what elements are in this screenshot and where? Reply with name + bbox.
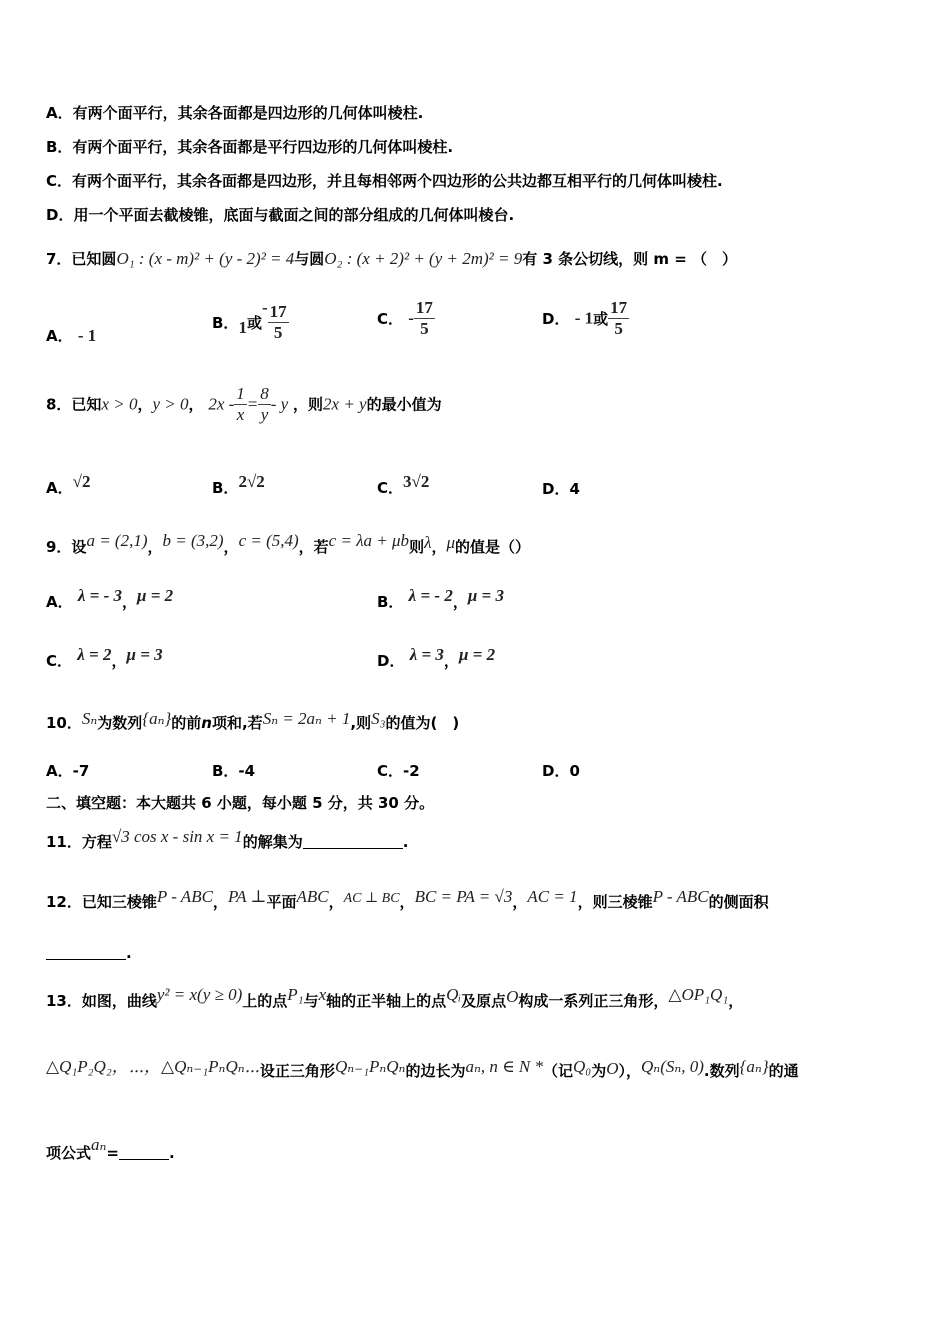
q10-option-b: B．-4: [212, 762, 256, 780]
q6-option-b: B．有两个面平行，其余各面都是平行四边形的几何体叫棱柱.: [46, 138, 454, 156]
q13-answer-blank[interactable]: [119, 1145, 169, 1160]
q7-circle1: O₁ : (x - m)² + (y - 2)² = 4: [116, 249, 295, 268]
q11-stem: 11．方程√3 cos x - sin x = 1的解集为 .: [46, 827, 409, 851]
section-heading-fill-in: 二、填空题：本大题共 6 小题，每小题 5 分，共 30 分。: [46, 794, 435, 812]
q12-answer-blank[interactable]: [46, 945, 126, 960]
q8-option-d: D．4: [542, 480, 580, 498]
q9-vector-c: c = (5,4): [238, 531, 299, 550]
q11-equation: √3 cos x - sin x = 1: [111, 827, 243, 846]
q8-expression: 2x + y: [323, 394, 367, 414]
q11-answer-blank[interactable]: [303, 834, 403, 849]
q9-number: 9．设: [46, 538, 87, 556]
q8-option-c: C．3√2: [377, 472, 430, 497]
q12-answer-line: .: [46, 942, 132, 964]
q6-option-a: A．有两个面平行，其余各面都是四边形的几何体叫棱柱.: [46, 104, 424, 122]
q8-equation: 2x - $\frac{1}{x}$ = $\frac{8}{y}$ - y: [208, 384, 289, 424]
q13-stem-line3: 项公式aₙ= .: [46, 1135, 175, 1162]
q7-circle2: O₂ : (x + 2)² + (y + 2m)² = 9: [324, 249, 523, 268]
q7-tail: 有 3 条公切线，则 m = （ ）: [522, 250, 737, 268]
q8-cond-x: x > 0: [101, 394, 138, 414]
q13-stem-line1: 13．如图，曲线y² = x(y ≥ 0)上的点P₁与x轴的正半轴上的点Qᵢ及原点O构成一系列正三角形，△OP₁Q₁，: [46, 985, 744, 1010]
q10-option-c: C．-2: [377, 762, 420, 780]
q10-option-d: D．0: [542, 762, 580, 780]
q12-number: 12．已知三棱锥: [46, 893, 157, 911]
q13-number: 13．如图，曲线: [46, 992, 157, 1010]
q10-number: 10．: [46, 714, 82, 732]
q7-option-c: C． - $\frac{17}{5}$: [377, 298, 433, 338]
q10-option-a: A．-7: [46, 762, 90, 780]
q9-option-c: C． λ = 2，μ = 3: [46, 645, 163, 670]
q6-option-c: C．有两个面平行，其余各面都是四边形，并且每相邻两个四边形的公共边都互相平行的几何体叫棱柱.: [46, 172, 723, 190]
q9-vector-b: b = (3,2): [162, 531, 224, 550]
q12-stem: 12．已知三棱锥P - ABC，PA ⊥平面ABC，AC ⊥ BC，BC = PA = √3，AC = 1，则三棱锥P - ABC的侧面积: [46, 887, 769, 911]
q9-option-a: A． λ = - 3，μ = 2: [46, 586, 174, 611]
q9-vector-a: a = (2,1): [86, 531, 148, 550]
q13-curve: y² = x(y ≥ 0): [156, 985, 243, 1004]
q7-number: 7．已知圆: [46, 250, 117, 268]
q7-option-a: A． - 1: [46, 326, 97, 345]
q8-cond-y: y > 0: [152, 394, 189, 414]
q8-number: 8．已知: [46, 395, 102, 414]
q9-relation: c = λa + μb: [328, 531, 410, 550]
q11-number: 11．方程: [46, 833, 112, 851]
q9-stem: 9．设a = (2,1)，b = (3,2)，c = (5,4)，若c = λa + μb则λ，μ的值是（）: [46, 531, 531, 556]
q7-option-b: B．1或- $\frac{17}{5}$: [212, 298, 287, 342]
q9-option-b: B． λ = - 2，μ = 3: [377, 586, 504, 611]
q10-equation: Sₙ = 2aₙ + 1: [262, 709, 351, 728]
q8-stem: 8．已知x > 0，y > 0， 2x - $\frac{1}{x}$ = $\frac{8}{y}$ - y ，则2x + y的最小值为: [46, 384, 442, 424]
q9-option-d: D． λ = 3，μ = 2: [377, 645, 496, 670]
q7-option-d: D． - 1或 $\frac{17}{5}$: [542, 298, 628, 338]
q8-option-b: B．2√2: [212, 472, 265, 497]
q6-option-d: D．用一个平面去截棱锥，底面与截面之间的部分组成的几何体叫棱台.: [46, 206, 515, 224]
q13-stem-line2: △Q₁P₂Q₂，⋯，△Qₙ₋₁PₙQₙ⋯设正三角形Qₙ₋₁PₙQₙ的边长为aₙ, n ∈ N *（记Q₀为O），Qₙ(Sₙ, 0).数列{aₙ}的通: [46, 1057, 799, 1080]
q7-stem: [46, 248, 737, 270]
q8-option-a: A．√2: [46, 472, 91, 497]
q10-stem: 10．Sₙ为数列{aₙ}的前n项和,若Sₙ = 2aₙ + 1,则S₃的值为( ): [46, 709, 460, 732]
q7-mid: 与圆: [294, 250, 325, 268]
